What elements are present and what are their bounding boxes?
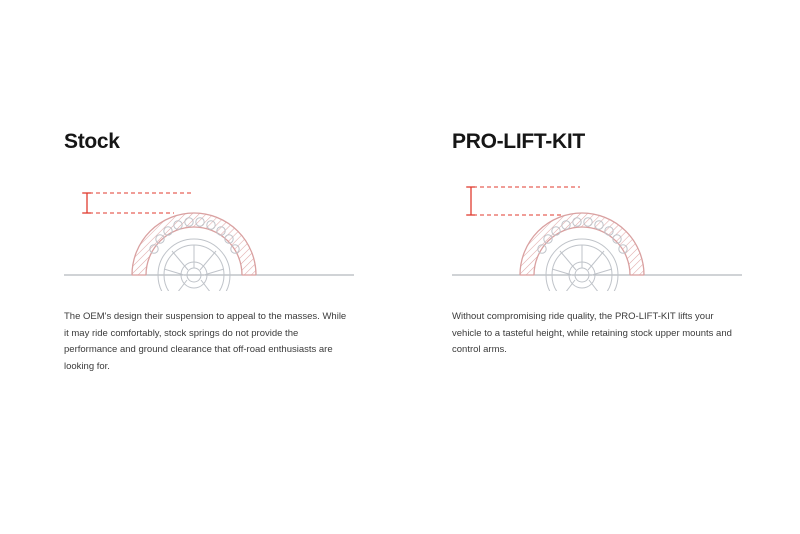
lifted-wheel-drawing bbox=[452, 179, 742, 291]
panel-title-stock: Stock bbox=[64, 130, 120, 153]
wheel-rim bbox=[546, 239, 618, 291]
panel-stock bbox=[64, 130, 354, 376]
illustration-pro-lift-kit bbox=[452, 179, 742, 289]
panel-body-pro-lift-kit bbox=[452, 309, 738, 359]
illustration-stock bbox=[64, 179, 354, 289]
panel-body-stock bbox=[64, 309, 350, 376]
clearance-measure bbox=[83, 193, 91, 213]
wheel-spokes bbox=[552, 245, 612, 291]
panel-title-pro-lift-kit: PRO-LIFT-KIT bbox=[452, 130, 585, 153]
wheel-spokes bbox=[164, 245, 224, 291]
panel-pro-lift-kit bbox=[452, 130, 742, 359]
clearance-measure bbox=[467, 187, 475, 215]
panel-body-text-stock: The OEM's design their suspension to appeal to the masses. While it may ride comfortably, stock springs do not provide the performance and ground clearance that off-road enthusiasts are looking for. bbox=[64, 311, 347, 372]
wheel-rim bbox=[158, 239, 230, 291]
stock-wheel-drawing bbox=[64, 179, 354, 291]
panel-body-text-pro-lift-kit: Without compromising ride quality, the PRO-LIFT-KIT lifts your vehicle to a tasteful height, while retaining stock upper mounts and control arms. bbox=[452, 311, 732, 356]
